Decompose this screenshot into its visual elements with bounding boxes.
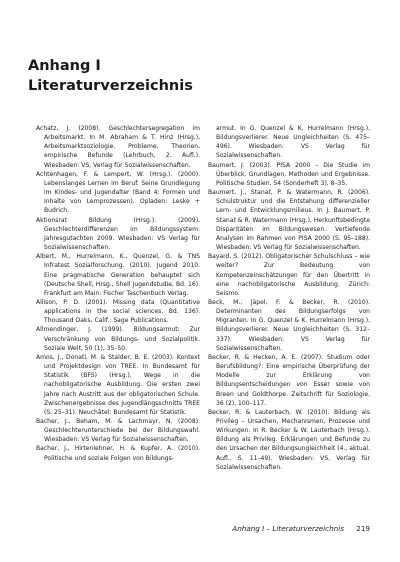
chapter-heading-line-1: Anhang I — [28, 58, 101, 74]
reference-entry: Becker, R. & Hecken, A. E. (2007). Studium oder Berufsbildung?: Eine empirische Überprüfung der Modelle zur Erklärung von Bildungsentscheidungen von Esser sowie von Breen und Goldthorpe. Zeitschrift für Soziologie, 36 (2), 100–117. — [208, 353, 370, 407]
reference-entry: Bacher, J., Beham, M. & Lachmayr, N. (2008). Geschlechterunterschiede bei der Bildungswahl. Wiesbaden: VS Verlag für Sozialwissenschaften. — [36, 418, 200, 444]
reference-entry: Beck, M., Jäpel, F. & Becker, R. (2010). Determinanten des Bildungserfolgs von Migranten. In G. Quenzel & K. Hurrelmann (Hrsg.), Bildungsverlierer. Neue Ungleichheiten (S. 312–337). Wiesbaden: VS Verlag für Sozialwissenschaften. — [208, 298, 370, 352]
reference-entry: Amos, J., Donati, M. & Stalder, B. E. (2003). Kontext und Projektdesign von TREE. In Bundesamt für Statistik (BFS) (Hrsg.), Wege in die nachobligatorische Ausbildung. Die ersten zwei Jahre nach Austritt aus der obligatorischen Schule. Zwischenergebnisse des Jugendlängsschnitts TREE (S. 25–31). Neuchâtel: Bundesamt für Statistik. — [36, 353, 200, 416]
page-footer — [232, 524, 370, 533]
reference-entry: Becker, R. & Lauterbach, W. (2010). Bildung als Privileg – Ursachen, Mechanismen, Prozesse und Wirkungen. In R. Becker & W. Lauterbach (Hrsg.), Bildung als Privileg. Erklärungen und Befunde zu den Ursachen der Bildungsungleichheit (4., aktual. Aufl., S. 11–49). Wiesbaden: VS, Verlag für Sozialwissenschaften. — [208, 408, 370, 471]
reference-entry: Achatz, J. (2008). Geschlechtersegregation im Arbeitsmarkt. In M. Abraham & T. Hinz (Hrsg.), Arbeitsmarktsoziologie. Probleme, Theorien, empirische Befunde (Lehrbuch, 2. Aufl.). Wiesbaden: VS, Verlag für Sozialwissenschaften. — [36, 125, 200, 169]
reference-entry: Albert, M., Hurrelmann, K., Quenzel, G. & TNS Infratest Sozialforschung. (2010). Jugend 2010. Eine pragmatische Generation behauptet sich (Deutsche Shell, Hrsg., Shell Jugendstudie, Bd. 16). Frankfurt am Main: Fischer Taschenbuch Verlag. — [36, 253, 200, 297]
running-footer-title: Anhang I – Literaturverzeichnis — [232, 524, 344, 533]
reference-entry: Bayard, S. (2012). Obligatorischer Schulschluss – wie weiter? Zur Bedeutung von Kompetenzeinschätzungen für den Übertritt in eine nachobligatorische Ausbildung. Zürich: Seismo. — [208, 253, 370, 297]
reference-entry: Allmendinger, J. (1999). Bildungsarmut: Zur Verschränkung von Bildungs- und Sozialpolitik. Soziale Welt, 50 (1), 35–50. — [36, 326, 200, 352]
reference-entry-continued: armut. In G. Quenzel & K. Hurrelmann (Hrsg.), Bildungsverlierer. Neue Ungleichheiten (S. 475–496). Wiesbaden: VS Verlag für Sozialwissenschaften. — [216, 125, 370, 160]
chapter-heading — [28, 56, 193, 96]
reference-entry: Bacher, J., Hirtenlehner, H. & Kupfer, A. (2010). Politische und soziale Folgen von Bildungs- — [36, 445, 200, 462]
reference-entry: Achtenhagen, F. & Lempert, W. (Hrsg.). (2000). Lebenslanges Lernen im Beruf. Seine Grundlegung im Kindes- und Jugendalter (Band 4: Formen und Inhalte von Lernprozessen). Opladen: Leske + Budrich. — [36, 170, 200, 215]
reference-entry: Allison, P. D. (2001). Missing data (Quantitative applications in the social sciences, Bd. 136). Thousand Oaks, Calif.: Sage Publications. — [36, 298, 200, 325]
chapter-heading-line-2: Literaturverzeichnis — [28, 78, 193, 94]
bibliography-left-column — [36, 124, 200, 463]
reference-entry: Baumert, J., Stanat, P. & Watermann, R. (2006). Schulstruktur und die Entstehung differenzieller Lern- und Entwicklungsmilieus. In J. Baumert, P. Stanat & R. Watermann (Hrsg.), Herkunftsbedingte Disparitäten im Bildungswesen. Vertiefende Analysen im Rahmen von PISA 2000 (S. 95–188). Wiesbaden: VS Verlag für Sozialwissenschaften. — [208, 189, 370, 252]
bibliography-right-column — [208, 124, 370, 472]
reference-entry: Aktionsrat Bildung (Hrsg.). (2009). Geschlechterdifferenzen im Bildungssystem: Jahresgutachten 2009. Wiesbaden: VS Verlag für Sozialwissenschaften. — [36, 216, 200, 252]
reference-entry: Baumert, J. (2003). PISA 2000 – Die Studie im Überblick. Grundlagen, Methoden und Ergebnisse. Politische Studien, 54 (Sonderheft 3), 8–35. — [208, 161, 370, 187]
page-number: 219 — [356, 524, 370, 533]
